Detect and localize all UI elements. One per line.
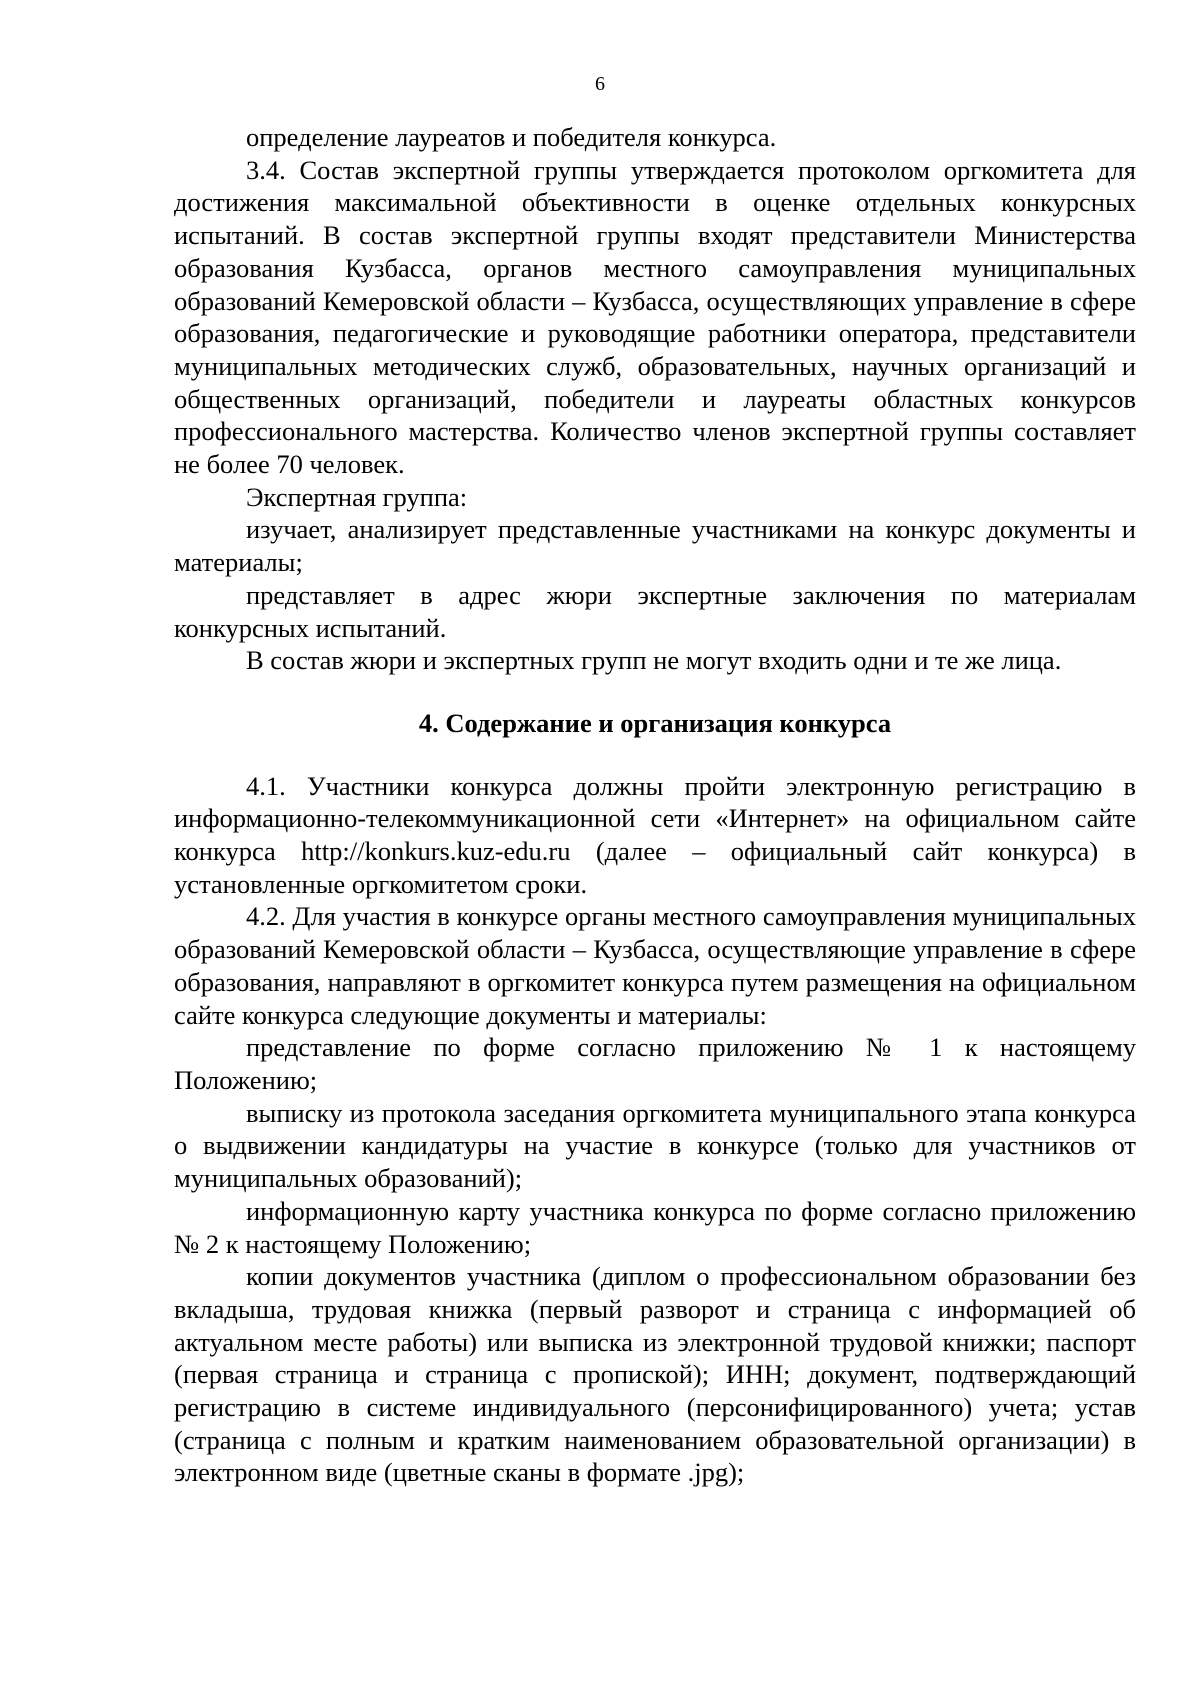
paragraph-jury-composition: В состав жюри и экспертных групп не могут входить одни и те же лица. xyxy=(246,645,1062,676)
list-item-studies: изучает, анализирует представленные участниками на конкурс документы и материалы; xyxy=(174,514,1136,578)
list-item-submits: представляет в адрес жюри экспертные заключения по материалам конкурсных испытаний. xyxy=(174,579,1136,643)
list-item-representation: представление по форме согласно приложению № 1 к настоящему Положению; xyxy=(174,1032,1136,1095)
paragraph-section-3-3-end: определение лауреатов и победителя конкурса. xyxy=(246,122,777,152)
paragraph-4-2: 4.2. Для участия в конкурсе органы местного самоуправления муниципальных образований Кемеровской области – Кузбасса, осуществляющие управление в сфере образования, направляют в оргкомитет конкурса путем размещения на официальном сайте конкурса следующие документы и материалы: xyxy=(174,901,1136,1030)
list-item-document-copies: копии документов участника (диплом о профессиональном образовании без вкладыша, трудовая книжка (первый разворот и страница с информацией об актуальном месте работы) или выписка из электронной трудовой книжки; паспорт (первая страница и страница с пропиской); ИНН; документ, подтверждающий регистрацию в системе индивидуального (персонифицированного) учета; устав (страница с полным и кратким наименованием образовательной организации) в электронном виде (цветные сканы в формате .jpg); xyxy=(174,1261,1136,1488)
page-number: 6 xyxy=(595,73,605,95)
paragraph-4-1: 4.1. Участники конкурса должны пройти электронную регистрацию в информационно-телекоммуникационной сети «Интернет» на официальном сайте конкурса http://konkurs.kuz-edu.ru (далее – официальный сайт конкурса) в установленные оргкомитетом сроки. xyxy=(174,770,1136,899)
paragraph-3-4: 3.4. Состав экспертной группы утверждается протоколом оргкомитета для достижения максимальной объективности в оценке отдельных конкурсных испытаний. В состав экспертной группы входят представители Министерства образования Кузбасса, органов местного самоуправления муниципальных образований Кемеровской области – Кузбасса, осуществляющих управление в сфере образования, педагогические и руководящие работники оператора, представители муниципальных методических служб, образовательных, научных организаций и общественных организаций, победители и лауреаты областных конкурсов профессионального мастерства. Количество членов экспертной группы составляет не более 70 человек. xyxy=(174,154,1136,480)
list-item-protocol-extract: выписку из протокола заседания оргкомитета муниципального этапа конкурса о выдвижении кандидатуры на участие в конкурсе (только для участников от муниципальных образований); xyxy=(174,1097,1136,1194)
document-body xyxy=(174,121,1136,1489)
section-heading-4: 4. Содержание и организация конкурса xyxy=(418,707,892,738)
paragraph-expert-group: Экспертная группа: xyxy=(246,481,468,512)
list-item-info-card: информационную карту участника конкурса по форме согласно приложению № 2 к настоящему Положению; xyxy=(174,1195,1136,1259)
